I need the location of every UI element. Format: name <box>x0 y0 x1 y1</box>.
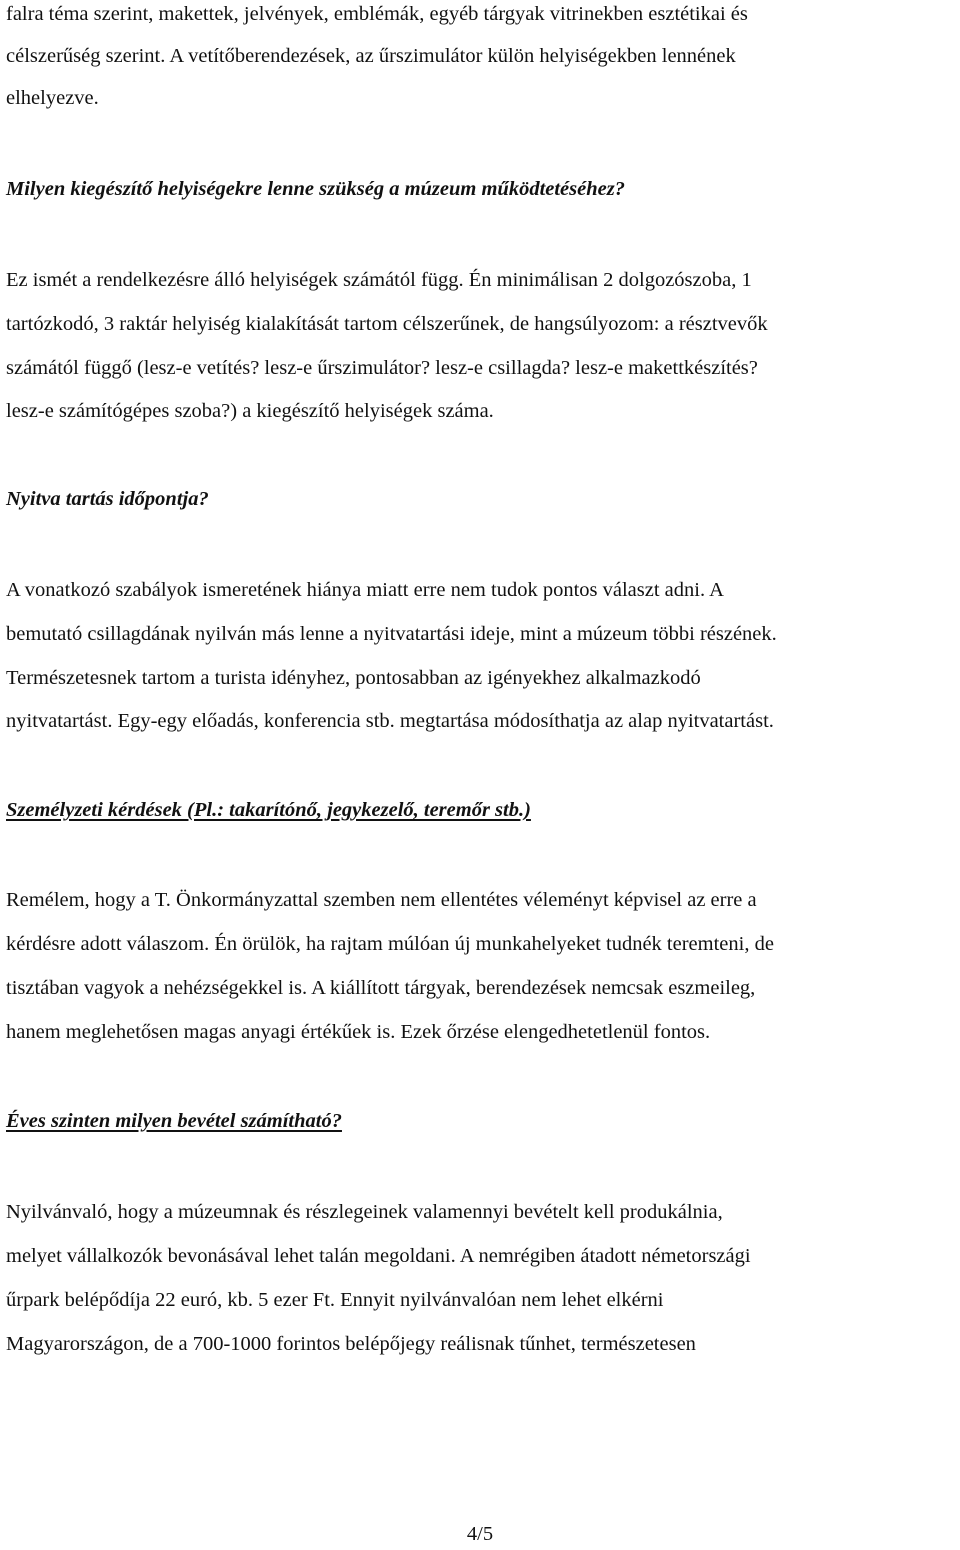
text-line: számától függő (lesz-e vetítés? lesz-e űrszimulátor? lesz-e csillagda? lesz-e makettkészítés? <box>6 357 758 379</box>
section-heading-revenue: Éves szinten milyen bevétel számítható? <box>6 1110 342 1132</box>
text-line: melyet vállalkozók bevonásával lehet talán megoldani. A nemrégiben átadott németországi <box>6 1245 751 1267</box>
text-line: kérdésre adott válaszom. Én örülök, ha rajtam múlóan új munkahelyeket tudnék teremteni, de <box>6 933 774 955</box>
text-line: elhelyezve. <box>6 87 99 109</box>
text-line: célszerűség szerint. A vetítőberendezések, az űrszimulátor külön helyiségekben lennének <box>6 45 736 67</box>
text-line: falra téma szerint, makettek, jelvények, emblémák, egyéb tárgyak vitrinekben esztétikai és <box>6 3 748 25</box>
text-line: Remélem, hogy a T. Önkormányzattal szemben nem ellentétes véleményt képvisel az erre a <box>6 889 757 911</box>
text-line: Ez ismét a rendelkezésre álló helyiségek számától függ. Én minimálisan 2 dolgozószoba, 1 <box>6 269 752 291</box>
text-line: Természetesnek tartom a turista idényhez, pontosabban az igényekhez alkalmazkodó <box>6 667 701 689</box>
text-line: Nyilvánvaló, hogy a múzeumnak és részlegeinek valamennyi bevételt kell produkálnia, <box>6 1201 723 1223</box>
section-heading-staff: Személyzeti kérdések (Pl.: takarítónő, jegykezelő, teremőr stb.) <box>6 799 531 821</box>
text-line: lesz-e számítógépes szoba?) a kiegészítő helyiségek száma. <box>6 400 494 422</box>
text-line: űrpark belépődíja 22 euró, kb. 5 ezer Ft. Ennyit nyilvánvalóan nem lehet elkérni <box>6 1289 664 1311</box>
text-line: tartózkodó, 3 raktár helyiség kialakítását tartom célszerűnek, de hangsúlyozom: a résztvevők <box>6 313 768 335</box>
page-number: 4/5 <box>466 1523 494 1545</box>
section-heading-rooms: Milyen kiegészítő helyiségekre lenne szükség a múzeum működtetéséhez? <box>6 178 625 200</box>
text-line: hanem meglehetősen magas anyagi értékűek is. Ezek őrzése elengedhetetlenül fontos. <box>6 1021 711 1043</box>
text-line: nyitvatartást. Egy-egy előadás, konferencia stb. megtartása módosíthatja az alap nyitvatartást. <box>6 710 774 732</box>
text-line: bemutató csillagdának nyilván más lenne a nyitvatartási ideje, mint a múzeum többi részének. <box>6 623 777 645</box>
text-line: tisztában vagyok a nehézségekkel is. A kiállított tárgyak, berendezések nemcsak eszmeileg, <box>6 977 756 999</box>
section-heading-opening-hours: Nyitva tartás időpontja? <box>6 488 209 510</box>
text-line: Magyarországon, de a 700-1000 forintos belépőjegy reálisnak tűnhet, természetesen <box>6 1333 696 1355</box>
text-line: A vonatkozó szabályok ismeretének hiánya miatt erre nem tudok pontos választ adni. A <box>6 579 724 601</box>
